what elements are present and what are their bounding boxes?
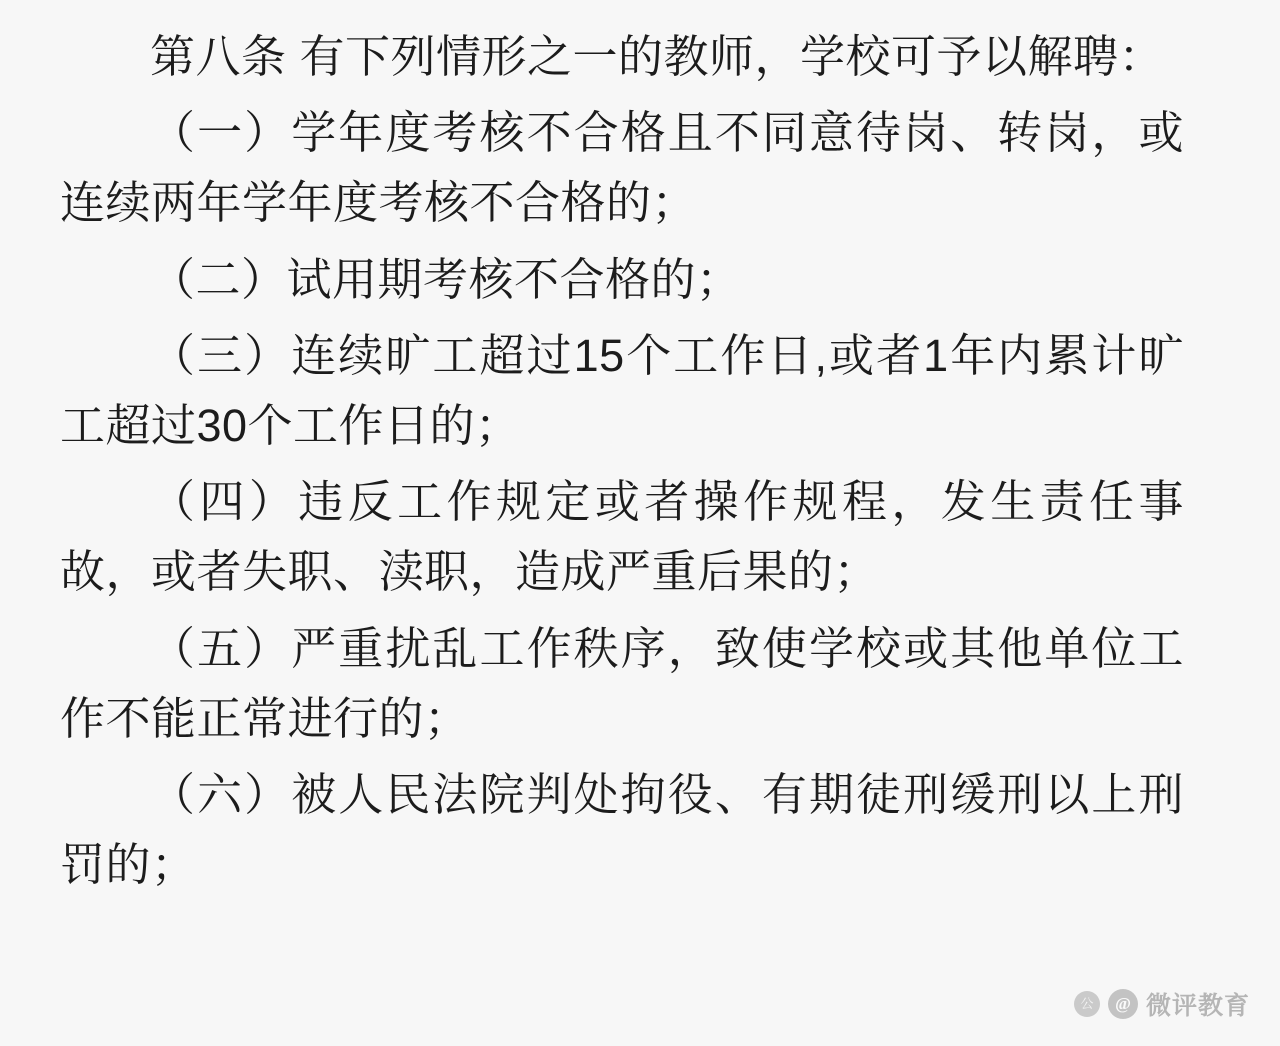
paragraph-item-3: （三）连续旷工超过15个工作日,或者1年内累计旷工超过30个工作日的；: [60, 329, 1184, 451]
paragraph-item-5: （五）严重扰乱工作秩序，致使学校或其他单位工作不能正常进行的；: [60, 622, 1184, 744]
watermark-label: 微评教育: [1145, 993, 1250, 1020]
watermark-badge-icon: 公: [1074, 991, 1100, 1017]
watermark-avatar-icon: @: [1108, 989, 1138, 1019]
paragraph-item-1: （一）学年度考核不合格且不同意待岗、转岗，或连续两年学年度考核不合格的；: [60, 107, 1184, 229]
paragraph-item-6: （六）被人民法院判处拘役、有期徒刑缓刑以上刑罚的；: [60, 768, 1184, 891]
watermark: [1074, 986, 1250, 1022]
document-body: [60, 22, 1184, 900]
paragraph-article-8: 第八条 有下列情形之一的教师，学校可予以解聘：: [150, 31, 1165, 82]
paragraph-item-4: （四）违反工作规定或者操作规程，发生责任事故，或者失职、渎职，造成严重后果的；: [60, 476, 1184, 598]
paragraph-item-2: （二）试用期考核不合格的；: [150, 253, 742, 305]
